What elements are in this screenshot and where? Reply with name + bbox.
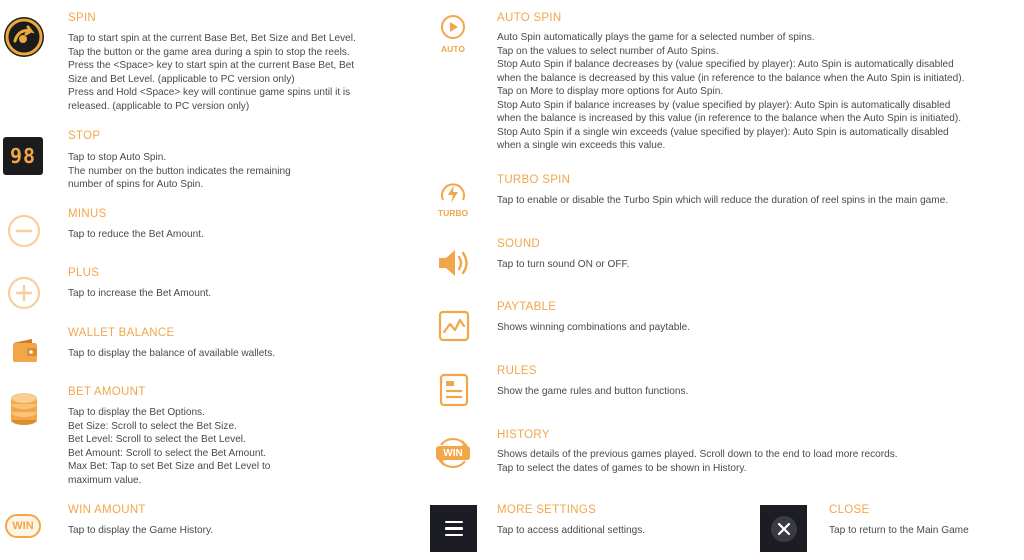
description-line: Press the <Space> key to start spin at the current Base Bet, Bet [68, 60, 355, 71]
plus-icon[interactable] [7, 276, 41, 310]
rules-description [497, 385, 688, 399]
win-amount-title: WIN AMOUNT [68, 504, 146, 516]
description-line: Tap to start spin at the current Base Bet, Bet Size and Bet Level. [68, 33, 356, 44]
sound-title: SOUND [497, 238, 541, 250]
speaker-icon[interactable] [436, 247, 472, 279]
description-line: Tap to reduce the Bet Amount. [68, 229, 204, 240]
hamburger-menu-icon[interactable] [430, 505, 477, 552]
turbo-spin-title: TURBO SPIN [497, 174, 571, 186]
description-line: Tap to increase the Bet Amount. [68, 288, 212, 299]
description-line: when the balance is increased by this value (in reference to the balance when the Auto Spin is initiated). [497, 113, 962, 124]
minus-icon[interactable] [7, 214, 41, 248]
description-line: Shows details of the previous games played. Scroll down to the end to load more records. [497, 449, 898, 460]
spin-icon[interactable] [3, 16, 45, 58]
bet-amount-description [68, 406, 270, 487]
history-description [497, 448, 898, 475]
description-line: Tap on More to display more options for Auto Spin. [497, 86, 724, 97]
description-line: when a single win exceeds this value. [497, 140, 666, 151]
more-settings-title: MORE SETTINGS [497, 504, 597, 516]
history-title: HISTORY [497, 429, 550, 441]
turbo-spin-description [497, 194, 948, 208]
bet-amount-title: BET AMOUNT [68, 386, 146, 398]
wallet-icon[interactable] [10, 336, 40, 366]
hamburger-line [445, 534, 463, 536]
auto-spin-description [497, 31, 964, 153]
description-line: Bet Size: Scroll to select the Bet Size. [68, 420, 237, 432]
description-line: Tap to display the Bet Options. [68, 407, 205, 418]
turbo-label: TURBO [437, 208, 469, 218]
description-line: Show the game rules and button functions. [497, 386, 689, 397]
auto-label: AUTO [441, 44, 465, 54]
spin-description [68, 32, 356, 113]
description-line: Stop Auto Spin if balance decreases by (value specified by player): Auto Spin is automatically disabled [497, 59, 954, 70]
description-line: when the balance is decreased by this value (in reference to the balance when the Auto Spin is initiated). [497, 72, 965, 84]
description-line: The number on the button indicates the remaining [68, 165, 291, 177]
auto-play-icon[interactable] [437, 14, 469, 44]
rules-title: RULES [497, 365, 537, 377]
description-line: Bet Level: Scroll to select the Bet Level. [68, 434, 246, 445]
description-line: Auto Spin automatically plays the game for a selected number of spins. [497, 32, 815, 43]
description-line: Tap to turn sound ON or OFF. [497, 259, 630, 270]
history-win-text: WIN [443, 447, 463, 459]
plus-description [68, 287, 211, 301]
paytable-description [497, 321, 690, 335]
history-win-icon[interactable] [436, 446, 470, 460]
stop-title: STOP [68, 130, 101, 142]
close-description [829, 524, 969, 538]
description-line: Tap to access additional settings. [497, 525, 646, 536]
description-line: Bet Amount: Scroll to select the Bet Amount. [68, 447, 267, 459]
plus-title: PLUS [68, 267, 100, 279]
description-line: maximum value. [68, 474, 142, 486]
stop-description [68, 151, 291, 192]
description-line: Tap to stop Auto Spin. [68, 152, 167, 163]
win-badge-icon[interactable] [5, 514, 41, 538]
paytable-chart-icon[interactable] [437, 309, 471, 343]
win-badge-text: WIN [12, 520, 34, 532]
spin-title: SPIN [68, 12, 97, 24]
win-amount-description [68, 524, 213, 538]
close-icon-tile [760, 505, 807, 552]
minus-description [68, 228, 204, 242]
description-line: Stop Auto Spin if balance increases by (value specified by player): Auto Spin is automatically disabled [497, 99, 951, 111]
turbo-bolt-icon[interactable] [437, 180, 469, 208]
description-line: Size and Bet Level. (applicable to PC version only) [68, 73, 295, 85]
description-line: Tap to select the dates of games to be shown in History. [497, 462, 747, 474]
stop-counter-text: 98 [9, 144, 37, 168]
stop-counter-icon[interactable] [3, 137, 43, 175]
more-settings-description [497, 524, 645, 538]
minus-title: MINUS [68, 208, 107, 220]
description-line: released. (applicable to PC version only) [68, 100, 250, 112]
description-line: Tap to enable or disable the Turbo Spin which will reduce the duration of reel spins in the main game. [497, 195, 949, 206]
description-line: Tap the button or the game area during a spin to stop the reels. [68, 46, 350, 58]
close-icon[interactable] [769, 514, 799, 544]
coins-icon[interactable] [8, 392, 40, 428]
description-line: Tap to display the Game History. [68, 525, 214, 536]
description-line: number of spins for Auto Spin. [68, 179, 204, 190]
wallet-title: WALLET BALANCE [68, 327, 175, 339]
wallet-description [68, 347, 275, 361]
sound-description [497, 258, 629, 272]
description-line: Shows winning combinations and paytable. [497, 322, 691, 333]
description-line: Tap on the values to select number of Auto Spins. [497, 45, 719, 57]
description-line: Tap to return to the Main Game [829, 525, 969, 536]
description-line: Tap to display the balance of available wallets. [68, 348, 276, 359]
rules-document-icon[interactable] [437, 372, 471, 408]
close-title: CLOSE [829, 504, 870, 516]
hamburger-line [445, 527, 463, 529]
description-line: Stop Auto Spin if a single win exceeds (value specified by player): Auto Spin is automatically disabled [497, 126, 949, 138]
description-line: Max Bet: Tap to set Bet Size and Bet Level to [68, 461, 271, 472]
paytable-title: PAYTABLE [497, 301, 557, 313]
hamburger-line [445, 521, 463, 523]
description-line: Press and Hold <Space> key will continue game spins until it is [68, 87, 351, 98]
auto-spin-title: AUTO SPIN [497, 12, 562, 24]
